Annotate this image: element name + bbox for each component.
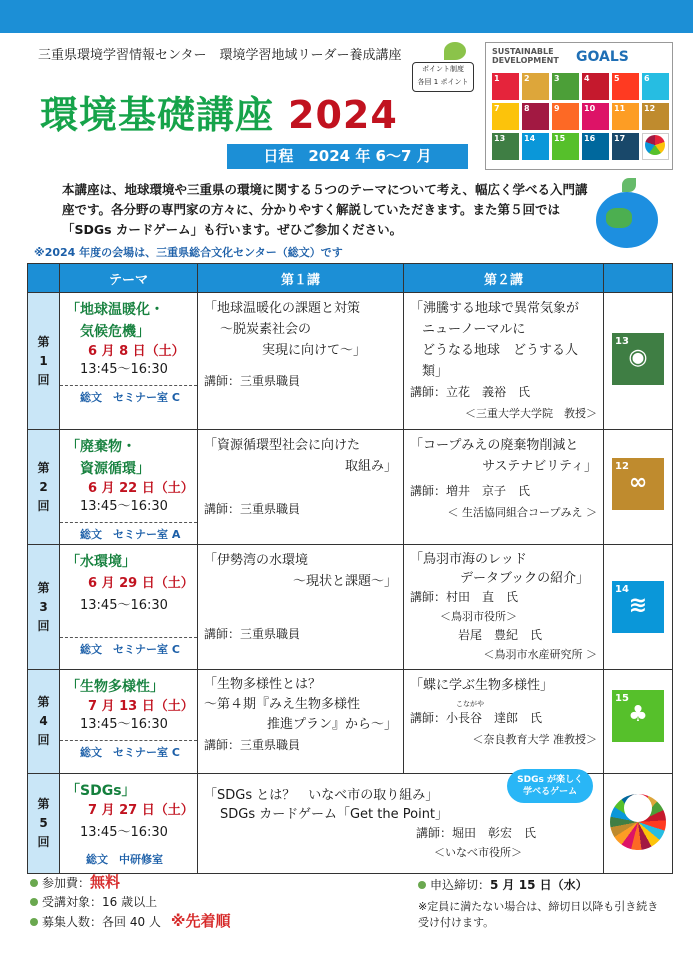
lecture-title: SDGs カードゲーム「Get the Point」 (220, 807, 449, 822)
session-date: 6 月 22 日（土） (88, 481, 194, 496)
sdg-cell (604, 774, 673, 874)
sdg-cell (604, 430, 673, 545)
deadline-line (418, 876, 668, 895)
point-badge (412, 42, 474, 92)
lecturer: 講師：立花 義裕 氏 (410, 385, 531, 399)
lecturer-affiliation: ＜鳥羽市水産研究所 ＞ (483, 648, 597, 661)
sdg-goal-4-icon: 4 (582, 73, 609, 100)
lecture-title: 「地球温暖化の課題と対策 (204, 301, 361, 316)
sdg-15-land-icon: 15 ♣ (612, 690, 664, 742)
point-badge-line2: 各回 1 ポイント (417, 78, 469, 86)
session-venue: 総文 セミナー室 C (60, 385, 197, 407)
lecture-title: 「SDGs とは？ いなべ市の取り組み」 (204, 788, 439, 803)
lecture-title: 「資源循環型社会に向けた (204, 438, 361, 453)
lecturer: 講師：増井 京子 氏 (410, 484, 531, 498)
lecturer: 講師：三重県職員 (204, 738, 301, 752)
deadline-note: ※定員に満たない場合は、締切日以降も引き続き受け付けます。 (418, 900, 659, 929)
session-number: 第 1 回 (28, 293, 60, 430)
footer-right (418, 876, 668, 931)
table-row (28, 774, 673, 874)
deadline-date: 5 月 15 日（水） (490, 878, 588, 892)
bullet-icon (30, 918, 38, 926)
lecture-title: 「生物多様性とは？ (204, 677, 322, 692)
page-title (40, 84, 398, 139)
sdg-goal-5-icon: 5 (612, 73, 639, 100)
lecture1-cell (198, 670, 404, 774)
lecture-title: どうなる地球 どうする人類」 (422, 343, 579, 379)
sdgs-logo-text (492, 47, 559, 65)
lecturer: 講師：村田 直 氏 (410, 590, 519, 604)
organizer-line: 三重県環境学習情報センター 環境学習地域リーダー養成講座 (38, 48, 402, 63)
sdg-goal-3-icon: 3 (552, 73, 579, 100)
lecturer-affiliation: ＜ 生活協同組合コープみえ ＞ (447, 506, 597, 519)
leaf-icon (444, 42, 466, 60)
theme-title: 「水環境」 (66, 554, 136, 570)
point-badge-line1: ポイント制度 (422, 65, 464, 73)
lecturer: 講師：三重県職員 (204, 502, 301, 516)
sdg-14-ocean-icon: 14 ≋ (612, 581, 664, 633)
header-cell-icon (604, 264, 673, 293)
table-header-row (28, 264, 673, 293)
lecture1-cell (198, 293, 404, 430)
schedule-banner: 日程 2024 年 6～7 月 (227, 144, 468, 169)
session-time: 13:45～16:30 (80, 362, 168, 377)
sdg-wheel-icon (642, 133, 669, 160)
sdg-goal-10-icon: 10 (582, 103, 609, 130)
sdg-cell (604, 545, 673, 670)
sdg-goal-16-icon: 16 (582, 133, 609, 160)
course-table (27, 263, 673, 874)
lecture-title: 「鳥羽市海のレッド (410, 552, 527, 567)
session-number: 第 2 回 (28, 430, 60, 545)
lecture2-cell (404, 293, 604, 430)
capacity-text: 募集人数：各回 40 人 (42, 915, 161, 929)
lecture-title: 「伊勢湾の水環境 (204, 553, 309, 568)
lecture1-cell (198, 545, 404, 670)
theme-title: 「生物多様性」 (66, 679, 164, 695)
sdg-goal-1-icon: 1 (492, 73, 519, 100)
session-venue: 総文 セミナー室 C (60, 637, 197, 659)
footer-left (30, 873, 231, 932)
session-time: 13:45～16:30 (80, 499, 168, 514)
lecture-title: ニューノーマルに (422, 322, 526, 337)
lecture-title: 取組み」 (344, 459, 397, 474)
lecturer: 講師：小長谷 達郎 氏 (410, 711, 543, 725)
header-cell-theme: テーマ (60, 264, 198, 293)
session-number: 第 3 回 (28, 545, 60, 670)
lecturer-affiliation: ＜奈良教育大学 准教授＞ (472, 733, 597, 746)
sdgs-wheel-icon (610, 794, 666, 850)
lecturer-affiliation: ＜鳥羽市役所＞ (440, 610, 517, 623)
session-time: 13:45～16:30 (80, 598, 168, 613)
lecturer: 岩尾 豊紀 氏 (458, 628, 543, 642)
lecture2-cell (404, 430, 604, 545)
theme-cell (60, 430, 198, 545)
sdg-goal-6-icon: 6 (642, 73, 669, 100)
sdg-goal-7-icon: 7 (492, 103, 519, 130)
table-row (28, 670, 673, 774)
theme-title: 「SDGs」 (66, 783, 136, 799)
lecture1-cell (198, 430, 404, 545)
intro-text: 本講座は、地球環境や三重県の環境に関する５つのテーマについて考え、幅広く学べる入門講座です。各分野の専門家の方々に、分かりやすく解説していただきます。また第５回では「SDGs カードゲーム」も行います。ぜひご参加ください。 (62, 182, 588, 237)
point-badge-box (412, 62, 474, 92)
fee-value: 無料 (90, 873, 121, 891)
sdg-goal-11-icon: 11 (612, 103, 639, 130)
sdg-cell (604, 293, 673, 430)
sdg-goal-13-icon: 13 (492, 133, 519, 160)
globe-icon (594, 178, 662, 246)
lecture-title: ～現状と課題～」 (292, 574, 397, 589)
lecturer-affiliation: ＜いなべ市役所＞ (434, 846, 522, 859)
session-date: 6 月 29 日（土） (88, 576, 194, 591)
bullet-icon (30, 879, 38, 887)
table-row (28, 430, 673, 545)
theme-cell (60, 545, 198, 670)
lecturer: 講師：三重県職員 (204, 627, 301, 641)
session-venue: 総文 中研修室 (86, 853, 163, 866)
sdgs-goals-word: GOALS (576, 49, 629, 65)
table-row (28, 293, 673, 430)
session-time: 13:45～16:30 (80, 825, 168, 840)
sdg-goal-9-icon: 9 (552, 103, 579, 130)
deadline-label: 申込締切： (430, 878, 491, 892)
venue-note: ※2024 年度の会場は、三重県総合文化センター（総文）です (34, 246, 343, 259)
header-cell-num (28, 264, 60, 293)
table-row (28, 545, 673, 670)
theme-cell (60, 670, 198, 774)
lecture-title: 推進プラン』から～」 (266, 717, 397, 732)
bullet-icon (30, 898, 38, 906)
top-bar (0, 0, 693, 33)
sdg-goal-15-icon: 15 (552, 133, 579, 160)
capacity-line (30, 912, 231, 932)
target-line (30, 893, 231, 912)
sdg-goal-2-icon: 2 (522, 73, 549, 100)
sdg-goal-17-icon: 17 (612, 133, 639, 160)
fee-line (30, 873, 231, 893)
lecture-title: データブックの紹介」 (460, 571, 590, 586)
header-cell-lecture2: 第２講 (404, 264, 604, 293)
lecture-title: 「蝶に学ぶ生物多様性」 (410, 678, 554, 693)
session-date: 7 月 13 日（土） (88, 699, 194, 714)
lecture-title: ～第４期『みえ生物多様性 (204, 697, 361, 712)
session-time: 13:45～16:30 (80, 717, 168, 732)
title-text: 環境基礎講座 (40, 93, 275, 137)
sdg-goal-12-icon: 12 (642, 103, 669, 130)
session-date: 7 月 27 日（土） (88, 803, 194, 818)
sdg-goal-14-icon: 14 (522, 133, 549, 160)
lecture-title: ～脱炭素社会の (220, 322, 312, 337)
lecturer-ruby: こながや (456, 700, 484, 708)
title-year: 2024 (288, 93, 398, 137)
target-text: 受講対象：16 歳以上 (42, 895, 158, 909)
theme-cell (60, 774, 198, 874)
bullet-icon (418, 881, 426, 889)
session-venue: 総文 セミナー室 A (60, 522, 197, 544)
session-number: 第 4 回 (28, 670, 60, 774)
lecturer: 講師：三重県職員 (204, 374, 301, 388)
theme-title: 「廃棄物・ 資源循環」 (66, 439, 150, 477)
sdg-12-consumption-icon: 12 ∞ (612, 458, 664, 510)
lecture2-cell (404, 545, 604, 670)
sdg-13-climate-icon: 13 ◉ (612, 333, 664, 385)
session-date: 6 月 8 日（土） (88, 344, 185, 359)
lecture2-cell (404, 670, 604, 774)
theme-title: 「地球温暖化・ 気候危機」 (66, 302, 164, 340)
fee-label: 参加費： (42, 876, 91, 890)
sdgs-goal-grid (492, 73, 669, 160)
sdgs-logo-line1: SUSTAINABLE (492, 47, 554, 56)
session-venue: 総文 セミナー室 C (60, 740, 197, 762)
lecturer: 講師：堀田 彰宏 氏 (416, 826, 537, 840)
header-cell-lecture1: 第１講 (198, 264, 404, 293)
sdgs-logo-line2: DEVELOPMENT (492, 56, 559, 65)
session-number: 第 5 回 (28, 774, 60, 874)
lecture-title: 「コープみえの廃棄物削減と (410, 438, 579, 453)
lecture-combined-cell (198, 774, 604, 874)
sdgs-logo-panel (485, 42, 673, 170)
lecture-title: 「沸騰する地球で異常気象が (410, 301, 580, 316)
first-come-note: ※先着順 (170, 912, 231, 930)
sdg-cell (604, 670, 673, 774)
speech-bubble: SDGs が楽しく 学べるゲーム (507, 769, 593, 803)
lecture-title: サステナビリティ」 (482, 459, 597, 474)
lecture-title: 実現に向けて～」 (262, 343, 367, 358)
lecturer-affiliation: ＜三重大学大学院 教授＞ (465, 407, 597, 420)
sdg-goal-8-icon: 8 (522, 103, 549, 130)
theme-cell (60, 293, 198, 430)
